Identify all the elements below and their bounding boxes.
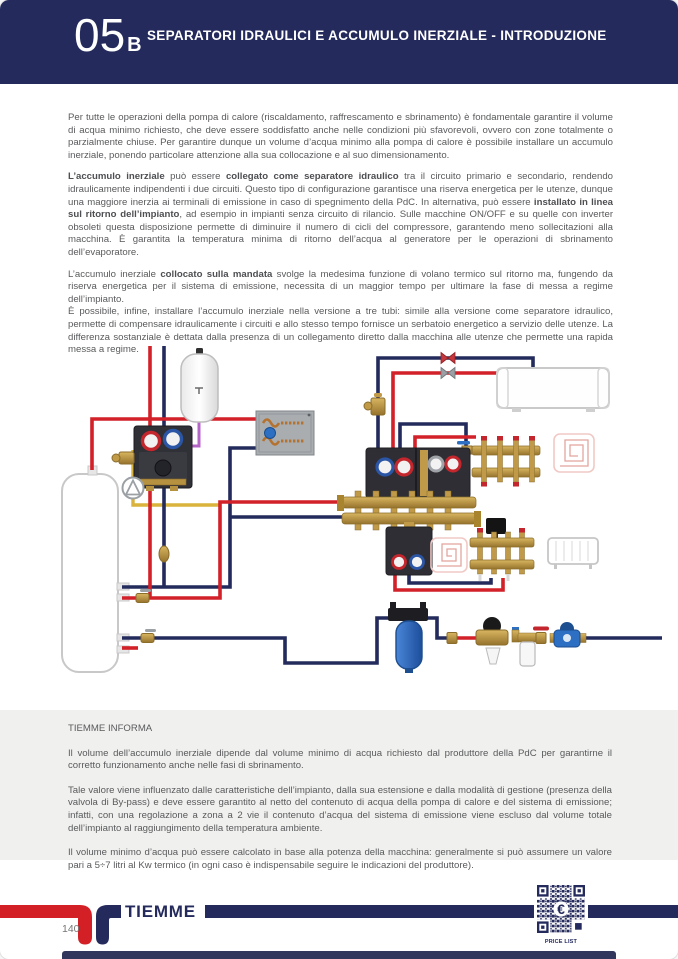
circulation-pump-icon [123, 478, 144, 499]
blue-expansion-vessel [388, 602, 428, 673]
pump-station [366, 448, 470, 498]
safety-group [112, 452, 134, 464]
qr-label: PRICE LIST [544, 939, 578, 945]
intro-paragraph-2: L’accumulo inerziale può essere collegato come separatore idraulico tra il circuito primario e secondario, rendendo idraulicamente indipendenti i due circuiti. Questo tipo di configurazione garantisce una riserva energetica per le utenze, dunque una maggiore inerzia ai terminali di emissione in caso di spegnimento della PdC. In alternativa, può essere installato in linea sul ritorno dell’impianto, ad esempio in impianti senza circuito di rilancio. Sulle macchine ON/OFF e su quelle con inverter obsoleti questa disposizione permette di diminuire il numero di cicli del compressore, garantendo meno sollecitazioni alla macchina. È garantita la temperatura minima di ritorno dell’acqua al generatore per le operazioni di sbrinamento dell’evaporatore. [68, 171, 614, 258]
page-header [0, 0, 678, 84]
intro-paragraph-1: Per tutte le operazioni della pompa di calore (riscaldamento, raffrescamento e sbrinamento) è fondamentale garantire il volume di acqua minimo richiesto, che deve essere soddisfatto anche nelle condizioni più sfavorevoli, ovvero con zone totalmente o parzialmente chiuse. Per garantire dunque un volume d’acqua minimo alla pompa di calore è possibile installare un accumulo inerziale, ponendo particolare attenzione alla sua collocazione e al suo dimensionamento. [68, 112, 613, 161]
info-box-paragraph-2: Tale valore viene influenzato dalle caratteristiche dell’impianto, dalla sua estensione e dalla modalità di gestione (presenza della valvola di By-pass) e deve essere garantito al netto del contenuto di acqua della pompa di calore e del sistema di emissione; infatti, con una regolazione a zona a 2 vie il contenuto d’acqua del sistema di emissione viene escluso dal volume totale dell’impianto al raggiungimento della temperatura ambiente. [68, 784, 612, 834]
info-box [0, 710, 678, 871]
distribution-manifold-2 [470, 518, 534, 581]
info-box-paragraph-1: Il volume dell’accumulo inerziale dipende dal volume minimo di acqua richiesto dal produttore della PdC per garantirne il corretto funzionamento anche nelle fasi di sbrinamento. [68, 747, 612, 772]
ghost-buffer-tank [62, 466, 129, 672]
water-filter [518, 633, 537, 666]
page-number: 140 [62, 923, 80, 935]
pipe-layer-violet [192, 422, 199, 446]
pump-station-lower-module [386, 522, 432, 575]
intro-paragraph-3: L’accumulo inerziale collocato sulla mandata svolge la medesima funzione di volano termico sul ritorno ma, fungendo da riserva energetica per il sistema di emissione, necessita di un maggior tempo per ultimare la fase di messa a regime dell’impianto. È possibile, infine, installare l’accumulo inerziale nella versione a tre tubi: simile alla versione come separatore idraulico, permette di compensare idraulicamente i circuiti e allo stesso tempo fornisce un serbatoio energetico a servizio delle utenze. La differenza sostanziale è dettata dalla presenza di un collegamento diretto dalla macchina alle utenze che permette una rapida messa a regime. [68, 268, 613, 356]
next-page-edge [62, 951, 616, 959]
floor-heating-coil-1 [554, 434, 594, 472]
chapter-number [74, 9, 142, 68]
footer-bar [205, 905, 678, 918]
intro-text [68, 112, 613, 366]
chapter-number-suffix: B [127, 34, 142, 56]
hydraulic-scheme-illustration [0, 333, 678, 710]
zone-valve-icon [364, 393, 385, 415]
water-meter [550, 622, 586, 647]
qr-code-icon [537, 885, 585, 933]
thermostat-head [486, 518, 506, 534]
ball-valve-icons [136, 546, 169, 643]
expansion-tank [181, 348, 218, 422]
fan-coil-unit [497, 368, 609, 412]
chapter-number-main: 05 [74, 9, 126, 61]
pump-group [134, 426, 192, 491]
info-box-title: TIEMME INFORMA [68, 723, 153, 734]
price-list-qr[interactable] [534, 885, 588, 953]
radiator [548, 538, 598, 569]
info-box-paragraph-3: Il volume minimo d’acqua può essere calcolato in base alla potenza della macchina: generalmente si può assumere un valore pari a 5÷7 litri al Kw termico (in ogni caso è indispensabile seguire le indicazioni del produttore). [68, 847, 612, 871]
floor-heating-coil-2 [431, 538, 467, 572]
pressure-reducer [476, 617, 508, 664]
page-title: SEPARATORI IDRAULICI E ACCUMULO INERZIALE - INTRODUZIONE [147, 28, 607, 43]
qr-euro-symbol: € [557, 901, 565, 918]
heat-interface-panel [256, 411, 314, 455]
water-treatment-line [447, 617, 586, 666]
brand-wordmark: TIEMME [125, 902, 196, 921]
